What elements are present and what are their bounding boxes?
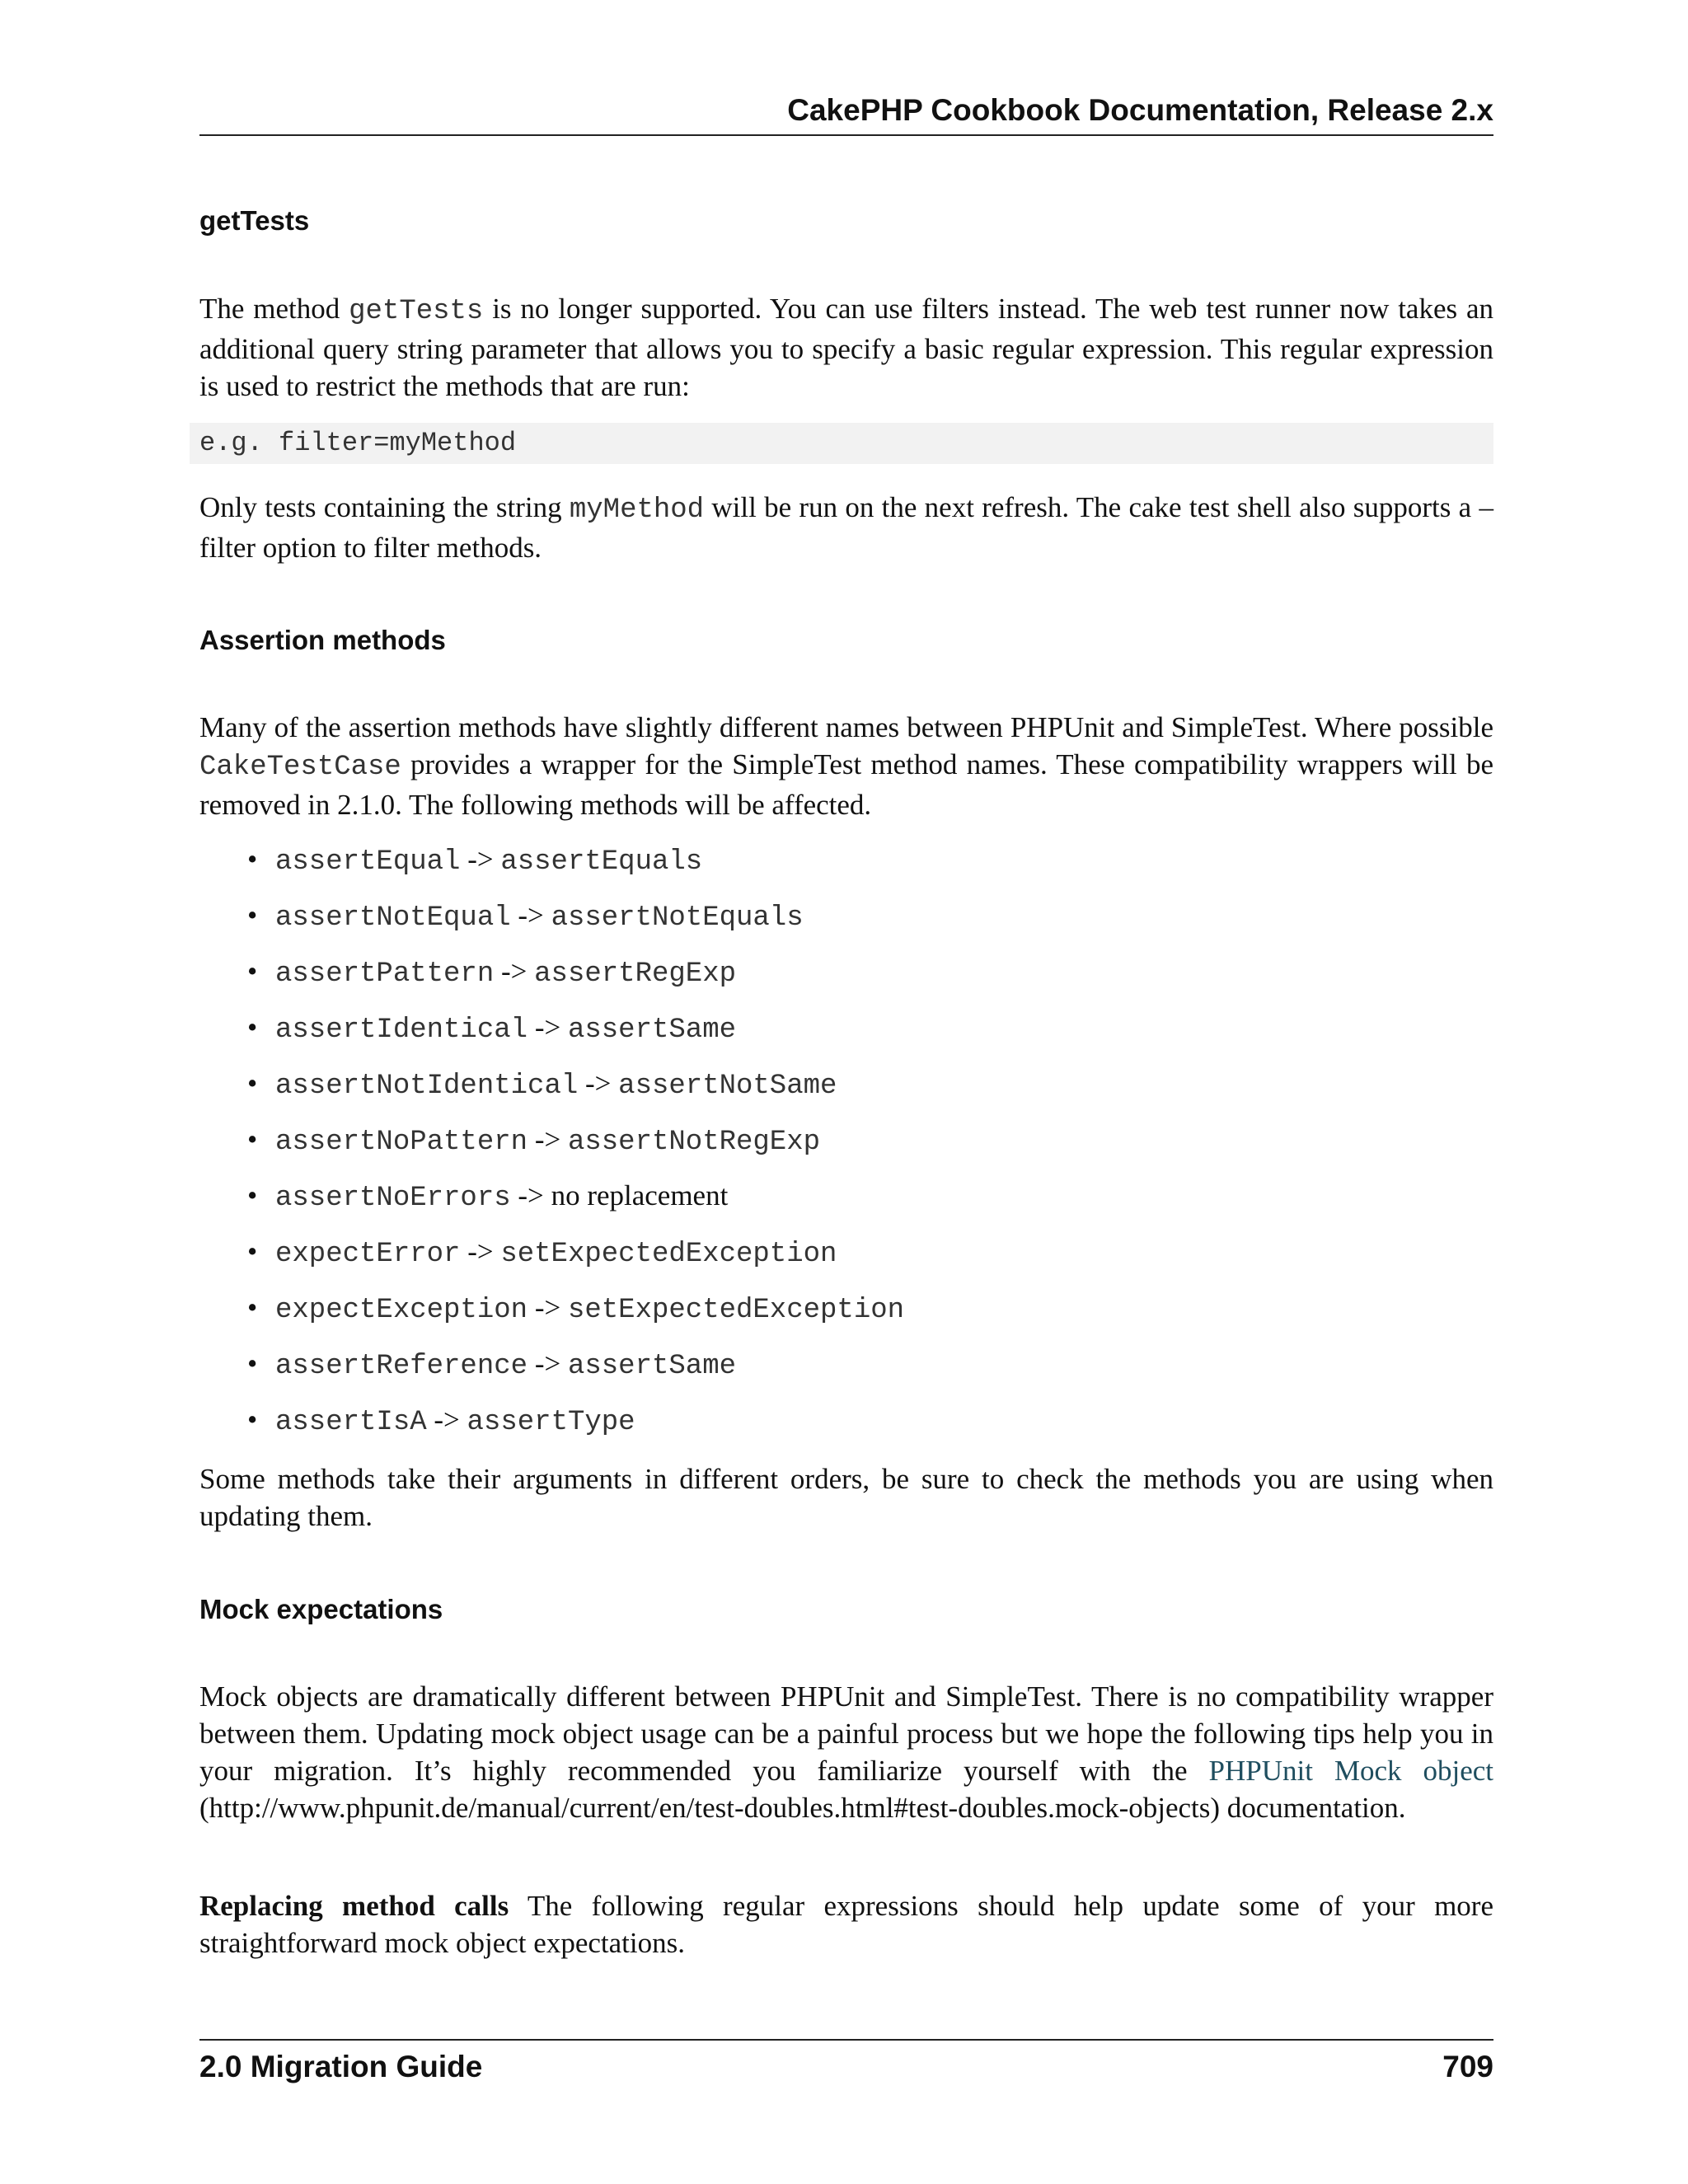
run-in-heading: Replacing method calls xyxy=(199,1890,509,1922)
new-method: assertNotEquals xyxy=(551,902,804,934)
paragraph-gettests-filter xyxy=(199,489,1493,566)
bullet-icon: • xyxy=(247,1123,258,1155)
inline-code: CakeTestCase xyxy=(199,752,401,783)
old-method: expectError xyxy=(275,1239,461,1270)
new-method: assertEquals xyxy=(500,846,703,878)
bullet-icon: • xyxy=(247,1179,258,1212)
list-item xyxy=(199,1347,1493,1403)
phpunit-mock-object-link[interactable]: PHPUnit Mock object xyxy=(1208,1755,1493,1787)
assertion-method-list xyxy=(199,842,1493,1459)
old-method: assertPattern xyxy=(275,958,495,990)
paragraph-gettests-intro xyxy=(199,290,1493,405)
bullet-icon: • xyxy=(247,1347,258,1380)
bullet-icon: • xyxy=(247,1235,258,1268)
inline-code: myMethod xyxy=(569,494,705,526)
text: will be run on the next refresh. The cake test shell also supports a –filter option to filter methods. xyxy=(199,491,1493,564)
bullet-icon: • xyxy=(247,899,258,931)
arrow: -> xyxy=(510,899,551,931)
heading-mock-expectations: Mock expectations xyxy=(199,1594,443,1624)
text: The following regular expressions should help update some of your more straightforward mock object expectations. xyxy=(199,1890,1493,1959)
old-method: expectException xyxy=(275,1295,528,1326)
new-method: assertSame xyxy=(567,1015,737,1046)
bullet-icon: • xyxy=(247,1011,258,1043)
new-method: assertRegExp xyxy=(534,958,736,990)
paragraph-argument-order: Some methods take their arguments in different orders, be sure to check the methods you are using when updating them. xyxy=(199,1463,1493,1532)
new-method: assertNotRegExp xyxy=(567,1127,821,1158)
text: Mock objects are dramatically different between PHPUnit and SimpleTest. There is no compatibility wrapper between them. Updating mock object usage can be a painful process but we hope the following tips help you in your migration. It’s highly recommended you familiarize yourself with the xyxy=(199,1680,1493,1787)
paragraph-mock-intro xyxy=(199,1678,1493,1826)
list-item xyxy=(199,1066,1493,1122)
text: (http://www.phpunit.de/manual/current/en/test-doubles.html#test-doubles.mock-objects) documentation. xyxy=(199,1792,1406,1824)
arrow: -> xyxy=(426,1404,467,1436)
bullet-icon: • xyxy=(247,1404,258,1436)
running-header: CakePHP Cookbook Documentation, Release 2.x xyxy=(787,93,1493,127)
list-item xyxy=(199,1291,1493,1347)
list-item xyxy=(199,954,1493,1010)
list-item xyxy=(199,1235,1493,1291)
arrow: -> xyxy=(510,1179,551,1212)
list-item xyxy=(199,898,1493,954)
text: is no longer supported. You can use filters instead. The web test runner now takes an additional query string parameter that allows you to specify a basic regular expression. This regular expression is used to restrict the methods that are run: xyxy=(199,293,1493,402)
paragraph-replacing-method-calls xyxy=(199,1887,1493,1961)
arrow: -> xyxy=(528,1123,568,1155)
new-method: setExpectedException xyxy=(567,1295,905,1326)
bullet-icon: • xyxy=(247,1067,258,1099)
old-method: assertNotIdentical xyxy=(275,1071,579,1102)
code-block: e.g. filter=myMethod xyxy=(190,423,1493,464)
old-method: assertIdentical xyxy=(275,1015,528,1046)
list-item xyxy=(199,1122,1493,1179)
heading-gettests: getTests xyxy=(199,205,310,236)
bullet-icon: • xyxy=(247,955,258,987)
text: The method xyxy=(199,293,349,325)
footer-rule xyxy=(199,2039,1493,2041)
arrow: -> xyxy=(578,1067,619,1099)
new-method: setExpectedException xyxy=(500,1239,837,1270)
list-item xyxy=(199,1403,1493,1459)
running-footer xyxy=(199,2047,1493,2087)
old-method: assertNoErrors xyxy=(275,1183,511,1214)
document-page xyxy=(199,0,1493,2184)
inline-code: getTests xyxy=(349,296,484,327)
old-method: assertEqual xyxy=(275,846,461,878)
bullet-icon: • xyxy=(247,1291,258,1324)
header-rule xyxy=(199,134,1493,136)
arrow: -> xyxy=(528,1347,568,1380)
arrow: -> xyxy=(460,843,501,875)
old-method: assertIsA xyxy=(275,1407,427,1438)
text: Only tests containing the string xyxy=(199,491,570,523)
new-method: assertSame xyxy=(567,1351,737,1382)
list-item xyxy=(199,1179,1493,1235)
paragraph-assertion-intro xyxy=(199,709,1493,823)
heading-assertion-methods: Assertion methods xyxy=(199,625,446,655)
replacement-note: no replacement xyxy=(551,1179,729,1212)
new-method: assertType xyxy=(467,1407,635,1438)
list-item xyxy=(199,842,1493,898)
footer-section-title: 2.0 Migration Guide xyxy=(199,2050,483,2083)
arrow: -> xyxy=(494,955,535,987)
text: provides a wrapper for the SimpleTest method names. These compatibility wrappers will be removed in 2.1.0. The following methods will be affected. xyxy=(199,748,1493,821)
old-method: assertNoPattern xyxy=(275,1127,528,1158)
arrow: -> xyxy=(460,1235,501,1268)
old-method: assertReference xyxy=(275,1351,528,1382)
text: Many of the assertion methods have slightly different names between PHPUnit and SimpleTest. Where possible xyxy=(199,711,1493,743)
arrow: -> xyxy=(528,1011,568,1043)
list-item xyxy=(199,1010,1493,1066)
old-method: assertNotEqual xyxy=(275,902,511,934)
bullet-icon: • xyxy=(247,843,258,875)
arrow: -> xyxy=(528,1291,568,1324)
new-method: assertNotSame xyxy=(618,1071,837,1102)
page-number: 709 xyxy=(1442,2050,1493,2083)
